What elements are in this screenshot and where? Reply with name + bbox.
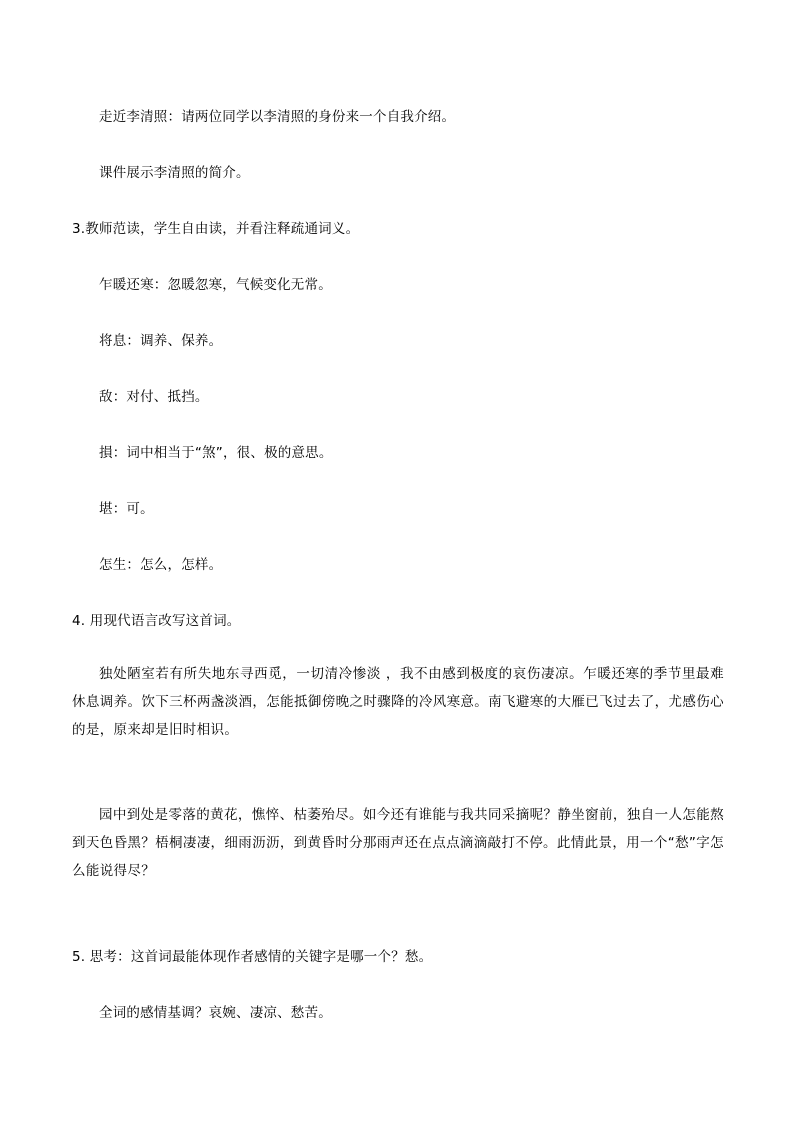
gloss-di: 敌：对付、抵挡。	[99, 389, 209, 405]
gloss-zensheng: 怎生：怎么，怎样。	[99, 557, 223, 573]
gloss-jiangxi: 将息：调养、保养。	[99, 333, 223, 349]
paraphrase-paragraph-2: 园中到处是零落的黄花，憔悴、枯萎殆尽。如今还有谁能与我共同采摘呢？静坐窗前，独自一人怎能熬到天色昏黑？梧桐凄凄，细雨沥沥，到黄昏时分那雨声还在点点滴滴敲打不停。此情此景，用一个“愁”字怎么能说得尽？	[72, 807, 724, 879]
step-5-heading: 5. 思考：这首词最能体现作者感情的关键字是哪一个？愁。	[72, 949, 433, 965]
gloss-zhanuan: 乍暖还寒：忽暖忽寒，气候变化无常。	[99, 277, 332, 293]
step-3-heading: 3.教师范读，学生自由读，并看注释疏通词义。	[72, 221, 360, 237]
emotional-tone-line: 全词的感情基调？哀婉、凄凉、愁苦。	[99, 1005, 332, 1021]
paraphrase-paragraph-1: 独处陋室若有所失地东寻西觅，一切清冷惨淡 ，我不由感到极度的哀伤凄凉。乍暖还寒的季节里最难休息调养。饮下三杯两盏淡酒，怎能抵御傍晚之时骤降的冷风寒意。南飞避寒的大雁已飞过去了，尤感伤心的是，原来却是旧时相识。	[72, 666, 724, 738]
intro-activity-line: 走近李清照：请两位同学以李清照的身份来一个自我介绍。	[99, 109, 456, 125]
step-4-heading: 4. 用现代语言改写这首词。	[72, 613, 241, 629]
courseware-line: 课件展示李清照的简介。	[99, 165, 250, 181]
gloss-kan: 堪：可。	[99, 501, 154, 517]
gloss-sun: 損：词中相当于“煞”，很、极的意思。	[99, 445, 333, 461]
